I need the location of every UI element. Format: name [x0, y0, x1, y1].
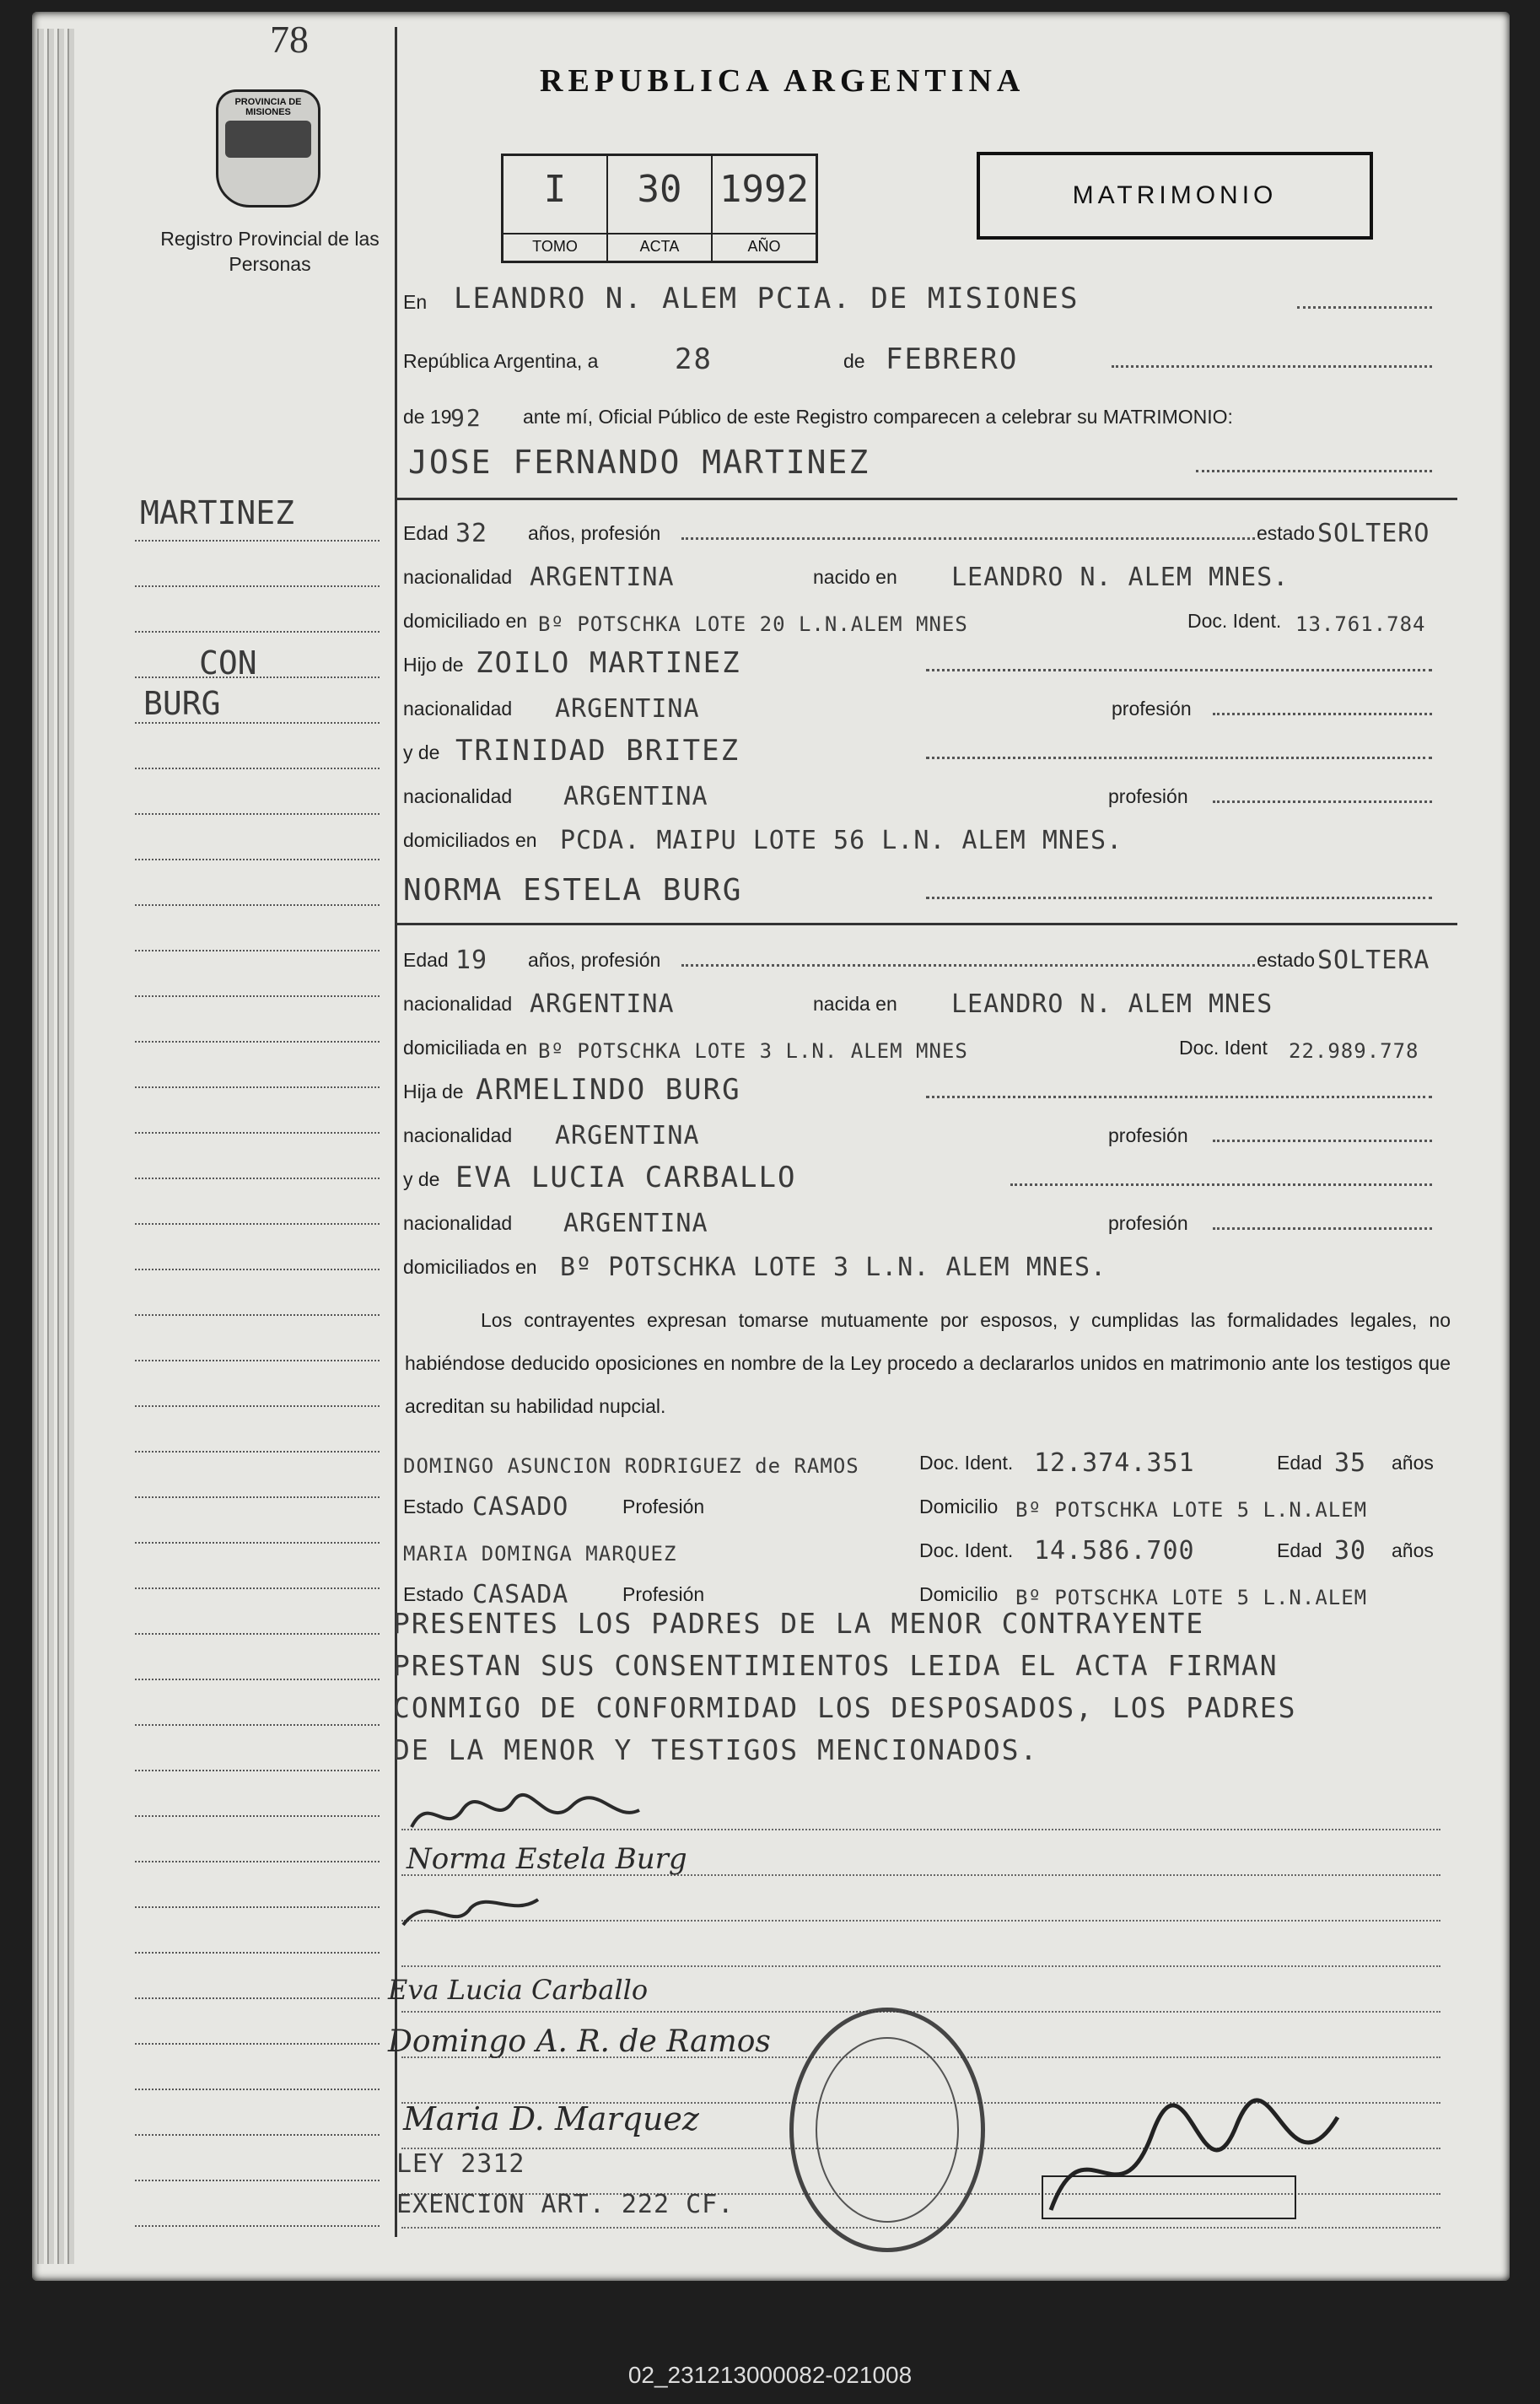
groom-parents-domicile-line: domiciliados en PCDA. MAIPU LOTE 56 L.N. ALEM MNES.: [403, 826, 1123, 855]
scan-identifier: 02_231213000082-021008: [627, 2362, 913, 2388]
groom-name-line: [403, 442, 1457, 484]
bride-name: NORMA ESTELA BURG: [403, 873, 743, 908]
emblem-text: PROVINCIA DE MISIONES: [234, 97, 302, 117]
page-number: 78: [270, 18, 309, 61]
groom-father-line: Hijo de ZOILO MARTINEZ: [403, 641, 1457, 683]
witness2-estado-line: Estado CASADA Profesión Domicilio Bº POTSCHKA LOTE 5 L.N.ALEM: [403, 1580, 1368, 1609]
signature-bride: Norma Estela Burg: [407, 1842, 687, 1876]
bride-age-line: Edad 19 años, profesión estado SOLTERA: [403, 946, 1430, 975]
ano-value: 1992: [719, 168, 809, 211]
signature-witness2: Maria D. Marquez: [403, 2100, 699, 2137]
witness2-line: MARIA DOMINGA MARQUEZ Doc. Ident. 14.586.700 Edad 30 años: [403, 1536, 1434, 1566]
signature-father: [395, 1883, 547, 1942]
observation-line: PRESENTES LOS PADRES DE LA MENOR CONTRAYENTE: [393, 1607, 1205, 1640]
signature-witness1: Domingo A. R. de Ramos: [388, 2024, 771, 2059]
page-edge: [47, 29, 54, 2264]
section-divider: [396, 498, 1457, 500]
country-title: REPUBLICA ARGENTINA: [540, 63, 1026, 99]
witness1-line: DOMINGO ASUNCION RODRIGUEZ de RAMOS Doc. Ident. 12.374.351 Edad 35 años: [403, 1448, 1434, 1478]
groom-domicile-line: domiciliado en Bº POTSCHKA LOTE 20 L.N.ALEM MNES Doc. Ident. 13.761.784: [403, 610, 1426, 636]
tomo-acta-ano-box: [501, 154, 818, 263]
signature-mother: Eva Lucia Carballo: [388, 1974, 649, 2006]
law-reference: LEY 2312: [396, 2149, 525, 2179]
registry-seal: [789, 2008, 985, 2252]
ano-label: AÑO: [713, 233, 816, 256]
place-line: En LEANDRO N. ALEM PCIA. DE MISIONES: [403, 278, 1457, 321]
day-value: 28: [675, 342, 713, 376]
observation-line: CONMIGO DE CONFORMIDAD LOS DESPOSADOS, LOS PADRES: [393, 1691, 1297, 1724]
page-edge: [67, 29, 74, 2264]
bride-mother-line: y de EVA LUCIA CARBALLO: [403, 1156, 1457, 1198]
signature-groom: [403, 1785, 656, 1844]
groom-father-nat-line: nacionalidad ARGENTINA profesión: [403, 685, 1457, 727]
bride-father-line: Hija de ARMELINDO BURG: [403, 1068, 1457, 1110]
acta-value: 30: [637, 168, 682, 211]
section-divider: [396, 923, 1457, 925]
groom-age-line: Edad 32 años, profesión estado SOLTERO: [403, 519, 1430, 548]
bride-name-line: [403, 869, 1457, 911]
bride-nationality-line: nacionalidad ARGENTINA nacida en LEANDRO N. ALEM MNES: [403, 989, 1273, 1019]
provincial-emblem-icon: [216, 89, 320, 208]
year-value: 92: [450, 404, 482, 432]
margin-con: CON: [199, 644, 257, 682]
statement-line: de 19 92 ante mí, Oficial Público de este Registro comparecen a celebrar su MATRIMONIO:: [403, 404, 1233, 432]
bride-domicile-line: domiciliada en Bº POTSCHKA LOTE 3 L.N. ALEM MNES Doc. Ident 22.989.778: [403, 1037, 1419, 1063]
registry-name: Registro Provincial de las Personas: [160, 228, 380, 275]
bride-mother-nat-line: nacionalidad ARGENTINA profesión: [403, 1199, 1457, 1242]
page-edge: [57, 29, 64, 2264]
observations: [393, 1603, 1464, 1771]
groom-mother-line: y de TRINIDAD BRITEZ: [403, 729, 1457, 771]
bride-parents-domicile-line: domiciliados en Bº POTSCHKA LOTE 3 L.N. ALEM MNES.: [403, 1253, 1107, 1282]
observation-line: DE LA MENOR Y TESTIGOS MENCIONADOS.: [393, 1733, 1039, 1766]
page-edge: [37, 29, 44, 2264]
bride-father-nat-line: nacionalidad ARGENTINA profesión: [403, 1112, 1457, 1154]
groom-nationality-line: nacionalidad ARGENTINA nacido en LEANDRO N. ALEM MNES.: [403, 563, 1290, 592]
witness1-estado-line: Estado CASADO Profesión Domicilio Bº POTSCHKA LOTE 5 L.N.ALEM: [403, 1492, 1368, 1522]
margin-groom-surname: MARTINEZ: [140, 494, 295, 531]
exemption-reference: EXENCION ART. 222 CF.: [396, 2190, 735, 2219]
place-value: LEANDRO N. ALEM PCIA. DE MISIONES: [454, 282, 1080, 315]
tomo-value: I: [543, 168, 567, 211]
groom-mother-nat-line: nacionalidad ARGENTINA profesión: [403, 773, 1457, 815]
month-value: FEBRERO: [886, 342, 1019, 376]
observation-line: PRESTAN SUS CONSENTIMIENTOS LEIDA EL ACTA FIRMAN: [393, 1649, 1279, 1682]
declaration-paragraph: Los contrayentes expresan tomarse mutuamente por esposos, y cumplidas las formalidades legales, no habiéndose deducido oposiciones en nombre de la Ley procedo a declararlos unidos en matrimonio ante los testigos que acreditan su habilidad nupcial.: [405, 1309, 1451, 1417]
groom-name: JOSE FERNANDO MARTINEZ: [408, 444, 870, 481]
act-type-box: MATRIMONIO: [977, 152, 1373, 240]
official-signature-stamp: [1034, 2083, 1354, 2244]
tomo-label: TOMO: [503, 233, 606, 256]
acta-label: ACTA: [608, 233, 711, 256]
date-line: República Argentina, a 28 de FEBRERO: [403, 337, 1457, 380]
margin-bride-surname: BURG: [143, 685, 221, 722]
